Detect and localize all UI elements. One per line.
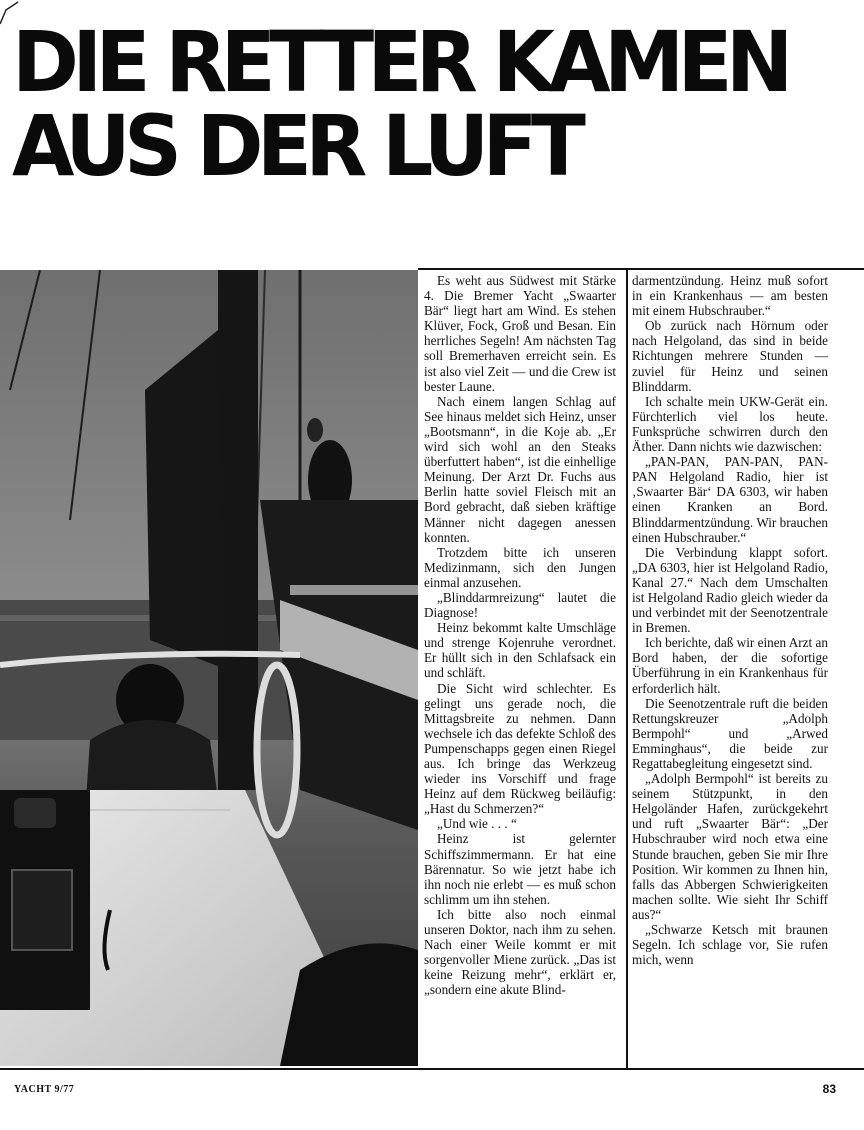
photo-sailing-yacht-deck — [0, 270, 418, 1066]
headline-line-1: DIE RETTER KAMEN — [12, 13, 787, 111]
paragraph: Ob zurück nach Hörnum oder nach Helgoland, das sind in beide Richtungen mehrere Stunden — zuviel für Heinz und seinen Blinddarm. — [632, 318, 828, 394]
paragraph: Die Verbindung klappt sofort. „DA 6303, hier ist Helgoland Radio, Kanal 27.“ Nach dem Umschalten ist Helgoland Radio gleich wieder da und verbindet mit der Seenotzentrale in Bremen. — [632, 544, 828, 636]
paragraph: „Adolph Bermpohl“ ist bereits zu seinem Stützpunkt, in den Helgoländer Hafen, zurückgekehrt und ruft „Swaarter Bär“: „Der Hubschrauber wird noch etwa eine Stunde brauchen, geben Sie mir Ihre Position. Wir kommen zu Ihnen hin, falls das Abbergen Schwierigkeiten machen sollte. Wie sieht Ihr Schiff aus?“ — [632, 771, 828, 922]
headline — [12, 13, 828, 195]
paragraph: „Schwarze Ketsch mit braunen Segeln. Ich schlage vor, Sie rufen mich, wenn — [632, 922, 828, 968]
bottom-rule — [0, 1068, 864, 1070]
paragraph: Die Sicht wird schlechter. Es gelingt uns gerade noch, die Mittagsbreite zu nehmen. Dann wechsele ich das defekte Schloß des Pumpenschapps gegen einen Riegel aus. Ich bringe das Werkzeug wieder ins Vorschiff und frage Heinz auf dem Rückweg beiläufig: „Hast du Schmerzen?“ — [424, 680, 616, 817]
column-divider — [626, 268, 628, 1068]
paragraph: „Und wie . . . “ — [437, 816, 517, 832]
paragraph: Es weht aus Südwest mit Stärke 4. Die Bremer Yacht „Swaarter Bär“ liegt hart am Wind. Es stehen Klüver, Fock, Groß und Besan. Ein herrliches Segeln! Am nächsten Tag soll Bremerhaven erreicht sein. Es ist also viel Zeit — und die Crew ist bester Laune. — [424, 273, 616, 394]
paragraph: Heinz bekommt kalte Umschläge und strenge Kojenruhe verordnet. Er hüllt sich in den Schlafsack ein und schläft. — [424, 620, 616, 681]
paragraph: „PAN-PAN, PAN-PAN, PAN-PAN Helgoland Radio, hier ist ‚Swaarter Bär‘ DA 6303, wir haben einen Kranken an Bord. Blinddarmentzündung. Wir brauchen einen Hubschrauber.“ — [632, 454, 828, 545]
article-column-1 — [424, 273, 616, 1067]
page-number: 83 — [822, 1082, 836, 1096]
magazine-issue: YACHT 9/77 — [14, 1084, 75, 1095]
article-column-2 — [632, 273, 828, 1067]
paragraph: Nach einem langen Schlag auf See hinaus meldet sich Heinz, unser „Bootsmann“, in die Koje ab. „Er wird sich wohl an den Steaks überfuttert haben“, ist die einhellige Meinung. Der Arzt Dr. Fuchs aus Berlin hatte soviel Fleisch mit an Bord gebracht, daß sieben kräftige Männer nicht dagegen anessen konnten. — [424, 393, 616, 545]
paragraph: Die Seenotzentrale ruft die beiden Rettungskreuzer „Adolph Bermpohl“ und „Arwed Emminghaus“, die beide zur Regattabegleitung eingesetzt sind. — [632, 695, 828, 771]
paragraph: darmentzündung. Heinz muß sofort in ein Krankenhaus — am besten mit einem Hubschrauber.“ — [632, 273, 828, 319]
paragraph: Ich schalte mein UKW-Gerät ein. Fürchterlich viel los heute. Funksprüche schwirren durch den Äther. Dann nichts wie dazwischen: — [632, 393, 828, 455]
headline-line-2: AUS DER LUFT — [12, 97, 580, 195]
paragraph: Ich bitte also noch einmal unseren Doktor, nach ihm zu sehen. Nach einer Weile kommt er mit sorgenvoller Miene zurück. „Das ist keine Reizung mehr“, erklärt er, „sondern eine akute Blind- — [424, 906, 616, 998]
paragraph: „Blinddarmreizung“ lautet die Diagnose! — [424, 589, 616, 621]
top-rule — [418, 268, 864, 270]
paragraph: Heinz ist gelernter Schiffszimmermann. Er hat eine Bärennatur. So wie jetzt habe ich ihn noch nie erlebt — es muß schon schlimm um ihn stehen. — [424, 831, 616, 907]
paragraph: Ich berichte, daß wir einen Arzt an Bord haben, der die sofortige Überführung in ein Krankenhaus für erforderlich hält. — [632, 635, 828, 696]
paragraph: Trotzdem bitte ich unseren Medizinmann, sich den Jungen einmal anzusehen. — [424, 544, 616, 590]
